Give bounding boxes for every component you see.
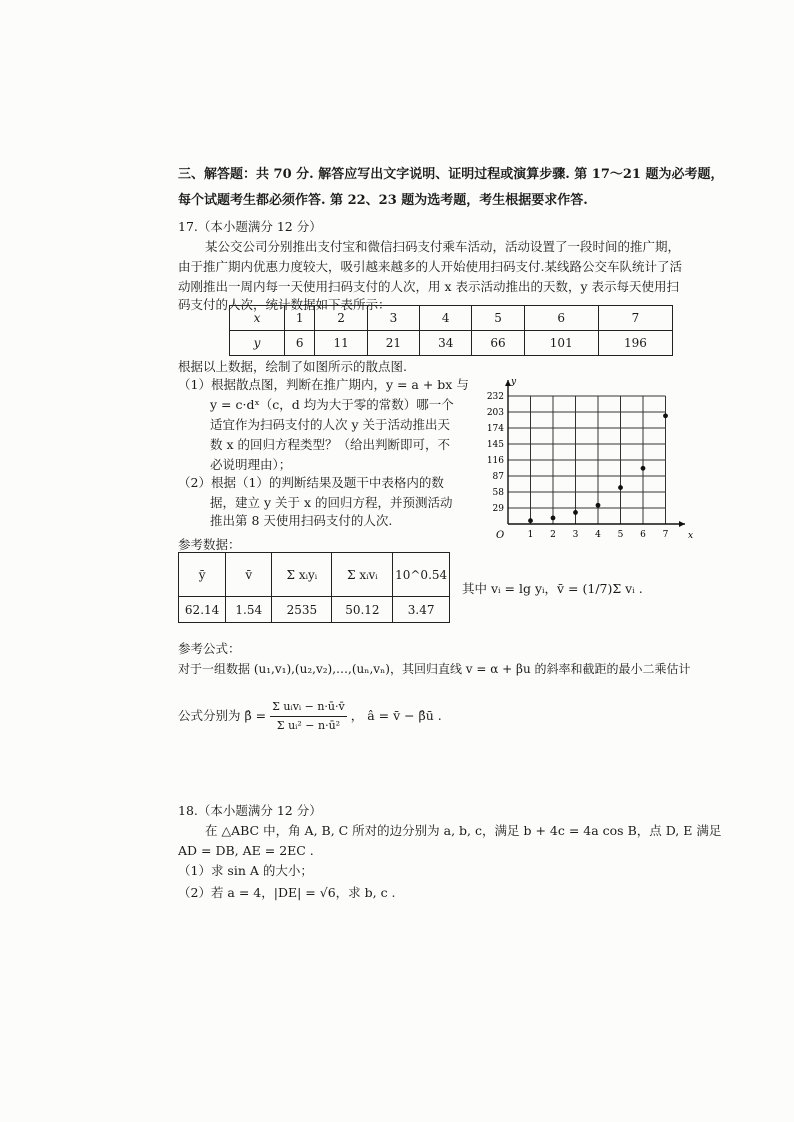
y-tick-label: 174 bbox=[486, 424, 504, 434]
table-cell: 6 bbox=[285, 331, 315, 356]
formula-denominator: Σ uᵢ² − n·ū² bbox=[276, 719, 341, 732]
x-axis-arrow bbox=[679, 521, 685, 527]
table-cell: 66 bbox=[472, 331, 524, 356]
table-cell: 101 bbox=[524, 331, 598, 356]
section-heading-line2: 每个试题考生都必须作答. 第 22、23 题为选考题，考生根据要求作答. bbox=[178, 193, 588, 208]
formula-suffix: ， â = v̄ − β̂ū . bbox=[350, 708, 442, 723]
y-tick-label: 203 bbox=[486, 408, 504, 418]
q18-header: 18.（本小题满分 12 分） bbox=[178, 803, 322, 818]
ref-value-row bbox=[179, 597, 450, 623]
ref-value: 62.14 bbox=[179, 597, 226, 623]
x-tick-label: 7 bbox=[662, 530, 669, 540]
table-label-y: y bbox=[230, 331, 285, 356]
q17-data-table bbox=[229, 305, 673, 356]
table-cell: 7 bbox=[598, 306, 672, 331]
q17-part1-line5: 必说明理由）； bbox=[210, 457, 292, 472]
table-cell: 6 bbox=[524, 306, 598, 331]
q17-intro-line4: 码支付的人次，统计数据如下表所示： bbox=[178, 297, 391, 312]
formula-fraction bbox=[270, 698, 347, 735]
ref-value: 3.47 bbox=[393, 597, 450, 623]
formula-line2 bbox=[178, 698, 442, 735]
y-tick-label: 232 bbox=[486, 392, 504, 402]
scatter-point bbox=[596, 503, 601, 508]
table-cell: 4 bbox=[420, 306, 472, 331]
scatter-point bbox=[528, 518, 533, 523]
scatter-point bbox=[551, 516, 556, 521]
y-axis-label: y bbox=[511, 377, 517, 387]
x-tick-label: 4 bbox=[595, 530, 601, 540]
table-label-x: x bbox=[230, 306, 285, 331]
formula-line1: 对于一组数据 (u₁,v₁),(u₂,v₂),…,(uₙ,vₙ)，其回归直线 v = α + βu 的斜率和截距的最小二乘估计 bbox=[178, 662, 691, 676]
ref-data-label: 参考数据： bbox=[178, 537, 241, 552]
y-tick-label: 58 bbox=[492, 488, 504, 498]
ref-header: Σ xᵢyᵢ bbox=[272, 553, 332, 597]
y-tick-label: 29 bbox=[492, 504, 504, 514]
q17-intro-line3: 动刚推出一周内每一天使用扫码支付的人次，用 x 表示活动推出的天数，y 表示每天使用扫 bbox=[178, 279, 680, 294]
ref-header: 10^0.54 bbox=[393, 553, 450, 597]
y-tick-label: 145 bbox=[486, 440, 504, 450]
origin-label: O bbox=[496, 530, 505, 541]
scatter-point bbox=[641, 466, 646, 471]
scatter-point bbox=[663, 413, 668, 418]
q18-part2: （2）若 a = 4，|DE| = √6，求 b, c . bbox=[178, 885, 396, 900]
x-tick-label: 2 bbox=[550, 530, 556, 540]
x-tick-label: 3 bbox=[572, 530, 579, 540]
y-tick-label: 87 bbox=[492, 472, 504, 482]
table-cell: 21 bbox=[367, 331, 419, 356]
scatter-point bbox=[573, 510, 578, 515]
x-axis-label: x bbox=[688, 531, 694, 541]
table-cell: 34 bbox=[420, 331, 472, 356]
formula-numerator: Σ uᵢvᵢ − n·ū·v̄ bbox=[270, 698, 347, 717]
table-cell: 11 bbox=[315, 331, 367, 356]
table-cell: 1 bbox=[285, 306, 315, 331]
table-cell: 3 bbox=[367, 306, 419, 331]
y-tick-label: 116 bbox=[486, 456, 504, 466]
table-cell: 2 bbox=[315, 306, 367, 331]
q17-part2-line3: 推出第 8 天使用扫码支付的人次. bbox=[210, 513, 393, 528]
scatter-point bbox=[618, 485, 623, 490]
ref-header: Σ xᵢvᵢ bbox=[332, 553, 393, 597]
ref-data-table bbox=[178, 552, 450, 623]
q17-intro-line2: 由于推广期内优惠力度较大，吸引越来越多的人开始使用扫码支付.某线路公交车队统计了活 bbox=[178, 259, 682, 274]
table-cell: 196 bbox=[598, 331, 672, 356]
table-cell: 5 bbox=[472, 306, 524, 331]
ref-value: 50.12 bbox=[332, 597, 393, 623]
ref-note: 其中 vᵢ = lg yᵢ，v̄ = (1/7)Σ vᵢ . bbox=[462, 581, 643, 596]
ref-value: 2535 bbox=[272, 597, 332, 623]
q17-header: 17.（本小题满分 12 分） bbox=[178, 219, 322, 234]
q18-part1: （1）求 sin A 的大小； bbox=[178, 863, 313, 878]
formula-label: 参考公式： bbox=[178, 641, 241, 656]
table-row-y bbox=[230, 331, 673, 356]
x-tick-label: 5 bbox=[617, 530, 624, 540]
table-row-x bbox=[230, 306, 673, 331]
q17-part1-line1: （1）根据散点图，判断在推广期内，y = a + bx 与 bbox=[178, 377, 469, 392]
q17-part2-line2: 据，建立 y 关于 x 的回归方程，并预测活动 bbox=[210, 495, 453, 510]
ref-header: ȳ bbox=[179, 553, 226, 597]
q17-after-table: 根据以上数据，绘制了如图所示的散点图. bbox=[178, 359, 407, 374]
ref-header-row bbox=[179, 553, 450, 597]
ref-header: v̄ bbox=[226, 553, 272, 597]
scatter-chart bbox=[480, 374, 698, 550]
q18-line2: AD = DB, AE = 2EC . bbox=[178, 843, 314, 858]
x-tick-label: 6 bbox=[640, 530, 646, 540]
section-heading-line1: 三、解答题：共 70 分. 解答应写出文字说明、证明过程或演算步骤. 第 17～21 题为必考题， bbox=[178, 167, 724, 182]
q17-part1-line4: 数 x 的回归方程类型？（给出判断即可，不 bbox=[210, 437, 450, 452]
q18-line1: 在 △ABC 中，角 A, B, C 所对的边分别为 a, b, c，满足 b + 4c = 4a cos B，点 D, E 满足 bbox=[205, 823, 722, 838]
ref-value: 1.54 bbox=[226, 597, 272, 623]
q17-part1-line2: y = c·dˣ（c，d 均为大于零的常数）哪一个 bbox=[210, 397, 454, 412]
q17-intro-line1: 某公交公司分别推出支付宝和微信扫码支付乘车活动，活动设置了一段时间的推广期， bbox=[205, 239, 681, 254]
q17-part1-line3: 适宜作为扫码支付的人次 y 关于活动推出天 bbox=[210, 417, 451, 432]
q17-part2-line1: （2）根据（1）的判断结果及题干中表格内的数 bbox=[178, 475, 444, 490]
formula-prefix: 公式分别为 β̂ = bbox=[178, 708, 267, 723]
x-tick-label: 1 bbox=[527, 530, 534, 540]
